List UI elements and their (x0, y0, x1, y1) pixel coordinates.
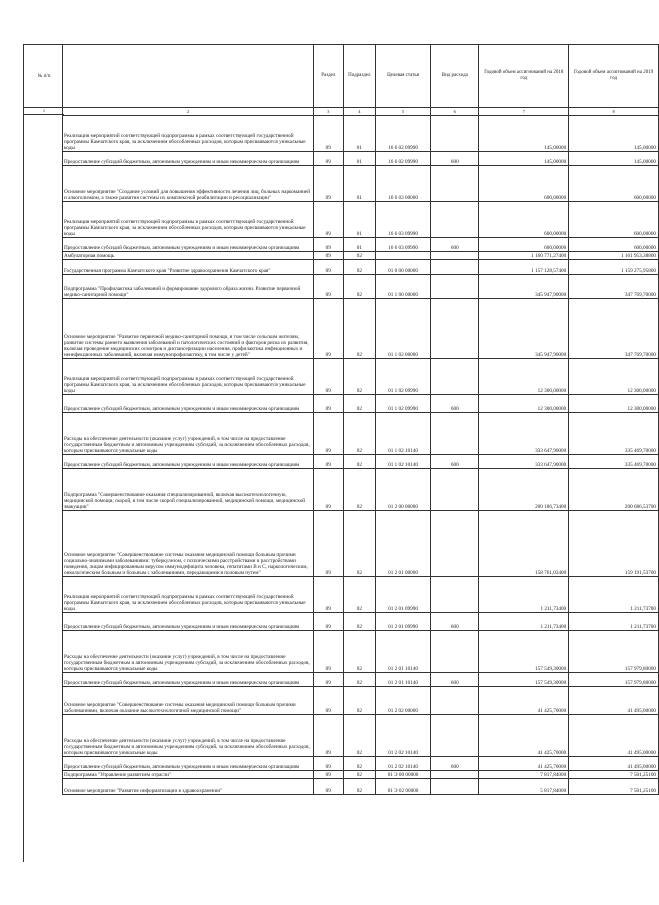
row-expense-type: 600 (431, 757, 479, 771)
row-expense-type (431, 299, 479, 359)
table-row (63, 631, 659, 673)
row-target-article: 01 1 00 00000 (375, 275, 430, 299)
row-amount-2019: 335 469,70000 (569, 413, 659, 455)
header-razdel: Раздел (313, 45, 343, 108)
row-amount-2019: 1 211,73700 (569, 577, 659, 613)
row-expense-type: 600 (431, 673, 479, 687)
row-name: Расходы на обеспечение деятельности (оказание услуг) учреждений, в том числе на предоставление государственным бюджетным и автономным учреждениям субсидий, за исключением обособленных расходов, которым присваиваются уникальные коды (63, 631, 314, 673)
row-amount-2019: 347 769,70000 (569, 275, 659, 299)
budget-table (62, 44, 659, 795)
row-expense-type: 600 (431, 613, 479, 631)
row-target-article: 01 2 02 10140 (375, 715, 430, 757)
row-name: Основное мероприятие "Совершенствование системы оказания медицинской помощи больным прочими заболеваниями, включая оказание высокотехнологичной медицинской помощи" (63, 687, 314, 715)
row-razdel: 09 (313, 202, 343, 238)
row-amount-2018: 1 211,73400 (479, 577, 569, 613)
row-expense-type (431, 631, 479, 673)
row-amount-2019: 200 686,53700 (569, 469, 659, 511)
num-2: 2 (63, 108, 314, 116)
row-amount-2018: 333 647,90000 (479, 413, 569, 455)
row-amount-2018: 333 647,90000 (479, 455, 569, 469)
row-razdel: 09 (313, 455, 343, 469)
row-amount-2019: 347 769,70000 (569, 299, 659, 359)
row-name: Предоставление субсидий бюджетным, автономным учреждениям и иным некоммерческим организациям (63, 673, 314, 687)
row-expense-type (431, 511, 479, 577)
row-name: Предоставление субсидий бюджетным, автономным учреждениям и иным некоммерческим организациям (63, 757, 314, 771)
row-razdel: 09 (313, 613, 343, 631)
row-podrazdel: 02 (343, 413, 375, 455)
row-expense-type (431, 275, 479, 299)
row-razdel: 09 (313, 275, 343, 299)
row-amount-2018: 145,00000 (479, 152, 569, 166)
row-podrazdel: 01 (343, 116, 375, 152)
row-razdel: 09 (313, 715, 343, 757)
row-podrazdel: 02 (343, 757, 375, 771)
row-podrazdel: 02 (343, 260, 375, 275)
row-razdel: 09 (313, 469, 343, 511)
row-podrazdel: 02 (343, 613, 375, 631)
row-target-article: 16 6 03 09990 (375, 202, 430, 238)
row-name: Расходы на обеспечение деятельности (оказание услуг) учреждений, в том числе на предоставление государственным бюджетным и автономным учреждениям субсидий, за исключением обособленных расходов, которым присваиваются уникальные коды (63, 715, 314, 757)
row-target-article: 01 1 02 00000 (375, 299, 430, 359)
row-expense-type: 600 (431, 238, 479, 252)
row-expense-type (431, 577, 479, 613)
row-target-article: 16 6 03 00000 (375, 166, 430, 202)
row-podrazdel: 02 (343, 395, 375, 413)
row-target-article: 01 1 02 10140 (375, 455, 430, 469)
table-row (63, 238, 659, 252)
row-amount-2019: 157 979,80000 (569, 673, 659, 687)
row-name: Основное мероприятие "Создание условий для повышения эффективности лечения лиц, больных наркоманией и алкоголизмом, а также развития системы их комплексной реабилитации и ресоциализации" (63, 166, 314, 202)
row-amount-2018: 157 549,30000 (479, 673, 569, 687)
table-row (63, 299, 659, 359)
row-amount-2019: 12 300,00000 (569, 395, 659, 413)
header-target-article: Целевая статья (375, 45, 430, 108)
row-podrazdel: 02 (343, 687, 375, 715)
header-name (63, 45, 314, 108)
table-row (63, 469, 659, 511)
row-razdel: 09 (313, 511, 343, 577)
row-amount-2018: 200 186,73400 (479, 469, 569, 511)
row-podrazdel: 01 (343, 152, 375, 166)
num-3: 3 (313, 108, 343, 116)
row-expense-type (431, 252, 479, 260)
row-amount-2018: 345 947,90000 (479, 275, 569, 299)
table-header-row (63, 45, 659, 108)
row-amount-2018: 600,00000 (479, 202, 569, 238)
table-row (63, 252, 659, 260)
table-row (63, 152, 659, 166)
row-razdel: 09 (313, 359, 343, 395)
row-target-article: 01 2 02 10140 (375, 757, 430, 771)
row-name: Предоставление субсидий бюджетным, автономным учреждениям и иным некоммерческим организациям (63, 395, 314, 413)
table-row (63, 166, 659, 202)
table-row (63, 613, 659, 631)
row-razdel: 09 (313, 152, 343, 166)
row-expense-type (431, 687, 479, 715)
header-2018: Годовой объем ассигнований на 2018 год (479, 45, 569, 108)
row-podrazdel: 01 (343, 166, 375, 202)
row-target-article: 01 2 01 09990 (375, 577, 430, 613)
row-podrazdel: 02 (343, 779, 375, 795)
table-row (63, 202, 659, 238)
row-expense-type (431, 771, 479, 779)
row-amount-2018: 12 300,00000 (479, 395, 569, 413)
row-name: Реализация мероприятий соответствующей подпрограммы в рамках соответствующей государственной программы Камчатского края, за исключением обособленных расходов, которым присваиваются уникальные коды (63, 116, 314, 152)
row-amount-2019: 41 495,00000 (569, 715, 659, 757)
row-amount-2019: 600,00000 (569, 166, 659, 202)
row-amount-2018: 5 817,84000 (479, 779, 569, 795)
row-razdel: 09 (313, 673, 343, 687)
row-target-article: 01 1 02 10140 (375, 413, 430, 455)
row-expense-type (431, 116, 479, 152)
row-name: Подпрограмма "Профилактика заболеваний и формирование здорового образа жизни. Развитие первичной медико-санитарной помощи" (63, 275, 314, 299)
row-amount-2018: 1 160 771,27400 (479, 252, 569, 260)
header-2019: Годовой объем ассигнований на 2019 год (569, 45, 659, 108)
row-expense-type (431, 715, 479, 757)
table-row (63, 395, 659, 413)
row-amount-2018: 7 817,84000 (479, 771, 569, 779)
row-amount-2018: 157 549,30000 (479, 631, 569, 673)
row-amount-2018: 345 947,90000 (479, 299, 569, 359)
row-amount-2019: 600,00000 (569, 238, 659, 252)
row-razdel: 09 (313, 395, 343, 413)
row-razdel: 09 (313, 299, 343, 359)
row-razdel: 09 (313, 260, 343, 275)
row-amount-2019: 7 501,25100 (569, 779, 659, 795)
row-expense-type: 600 (431, 455, 479, 469)
row-amount-2018: 1 211,73400 (479, 613, 569, 631)
table-row (63, 687, 659, 715)
row-target-article: 01 2 01 10140 (375, 631, 430, 673)
table-row (63, 413, 659, 455)
row-target-article (375, 252, 430, 260)
row-name: Предоставление субсидий бюджетным, автономным учреждениям и иным некоммерческим организациям (63, 152, 314, 166)
row-expense-type (431, 202, 479, 238)
row-target-article: 01 2 00 00000 (375, 469, 430, 511)
row-target-article: 01 1 02 09990 (375, 359, 430, 395)
row-amount-2019: 157 979,80000 (569, 631, 659, 673)
num-6: 6 (431, 108, 479, 116)
row-name: Предоставление субсидий бюджетным, автономным учреждениям и иным некоммерческим организациям (63, 613, 314, 631)
row-target-article: 01 2 01 10140 (375, 673, 430, 687)
row-amount-2019: 335 469,70000 (569, 455, 659, 469)
row-name: Реализация мероприятий соответствующей подпрограммы в рамках соответствующей государственной программы Камчатского края, за исключением обособленных расходов, которым присваиваются уникальные коды (63, 359, 314, 395)
row-podrazdel: 02 (343, 359, 375, 395)
row-expense-type (431, 260, 479, 275)
row-name: Реализация мероприятий соответствующей подпрограммы в рамках соответствующей государственной программы Камчатского края, за исключением обособленных расходов, которым присваиваются уникальные коды (63, 577, 314, 613)
row-amount-2018: 145,00000 (479, 116, 569, 152)
row-amount-2019: 41 495,00000 (569, 757, 659, 771)
row-target-article: 01 Э 00 00000 (375, 771, 430, 779)
row-amount-2019: 12 300,00000 (569, 359, 659, 395)
row-target-article: 01 0 00 00000 (375, 260, 430, 275)
header-number-col: № п/п (23, 44, 64, 108)
row-amount-2019: 41 495,00000 (569, 687, 659, 715)
table-row (63, 116, 659, 152)
row-amount-2018: 158 761,03400 (479, 511, 569, 577)
row-name: Основное мероприятие "Совершенствование системы оказания медицинской помощи больным прочими социально-значимыми заболеваниями: туберкулезом, с психическими расстройствами и расстройствами поведения, лицам инфицированным вирусом иммунодефицита человека, гепатитами B и C, наркологическим, онкологическим больным и больным с заболеваниями, передающимися половым путем" (63, 511, 314, 577)
row-razdel: 09 (313, 116, 343, 152)
row-podrazdel: 02 (343, 771, 375, 779)
numbering-row (63, 108, 659, 116)
row-expense-type (431, 166, 479, 202)
row-razdel: 09 (313, 577, 343, 613)
row-target-article: 16 6 03 09990 (375, 238, 430, 252)
row-amount-2018: 12 300,00000 (479, 359, 569, 395)
row-amount-2019: 600,00000 (569, 202, 659, 238)
row-name: Подпрограмма "Совершенствование оказания специализированной, включая высокотехнологичную, медицинской помощи, скорой, в том числе скорой специализированной, медицинской помощи, медицинской эвакуации" (63, 469, 314, 511)
row-name: Государственная программа Камчатского края "Развитие здравоохранения Камчатского края" (63, 260, 314, 275)
row-amount-2019: 1 211,73700 (569, 613, 659, 631)
row-target-article: 16 6 02 09990 (375, 116, 430, 152)
table-row (63, 771, 659, 779)
row-amount-2018: 41 425,70000 (479, 715, 569, 757)
row-razdel: 09 (313, 771, 343, 779)
row-target-article: 01 2 01 09990 (375, 613, 430, 631)
row-name: Предоставление субсидий бюджетным, автономным учреждениям и иным некоммерческим организациям (63, 455, 314, 469)
row-podrazdel: 02 (343, 469, 375, 511)
row-amount-2019: 1 161 953,38800 (569, 252, 659, 260)
table-row (63, 757, 659, 771)
table-row (63, 260, 659, 275)
row-podrazdel: 02 (343, 715, 375, 757)
row-amount-2018: 600,00000 (479, 166, 569, 202)
number-column (23, 107, 64, 862)
table-row (63, 673, 659, 687)
row-amount-2019: 1 159 275,95800 (569, 260, 659, 275)
header-podrazdel: Подраздел (343, 45, 375, 108)
row-razdel: 09 (313, 631, 343, 673)
row-expense-type: 600 (431, 395, 479, 413)
row-razdel: 09 (313, 238, 343, 252)
number-col-index: 1 (23, 107, 64, 115)
row-target-article: 01 2 02 00000 (375, 687, 430, 715)
row-amount-2018: 600,00000 (479, 238, 569, 252)
table-row (63, 577, 659, 613)
row-razdel: 09 (313, 252, 343, 260)
table-row (63, 779, 659, 795)
num-7: 7 (479, 108, 569, 116)
row-target-article: 01 1 02 09990 (375, 395, 430, 413)
row-name: Основное мероприятие "Развитие первичной медико-санитарной помощи, в том числе сельским жителям, развитие системы раннего выявления заболеваний и патологических состояний и факторов риска их развития, включая проведение медицинских осмотров и диспансеризации населения, профилактика инфекционных и неинфекционных заболеваний, включая иммунопрофилактику, в том числе у детей" (63, 299, 314, 359)
row-podrazdel: 01 (343, 202, 375, 238)
row-target-article: 01 2 01 00000 (375, 511, 430, 577)
row-razdel: 09 (313, 779, 343, 795)
row-podrazdel: 02 (343, 275, 375, 299)
row-amount-2018: 41 425,70000 (479, 757, 569, 771)
num-4: 4 (343, 108, 375, 116)
table-row (63, 275, 659, 299)
row-podrazdel: 02 (343, 455, 375, 469)
num-8: 8 (569, 108, 659, 116)
row-razdel: 09 (313, 687, 343, 715)
row-razdel: 09 (313, 757, 343, 771)
row-target-article: 16 6 02 09990 (375, 152, 430, 166)
num-5: 5 (375, 108, 430, 116)
table-row (63, 715, 659, 757)
row-amount-2018: 1 157 128,57400 (479, 260, 569, 275)
row-expense-type (431, 779, 479, 795)
row-name: Основное мероприятие "Развитие информатизации в здравоохранении" (63, 779, 314, 795)
row-podrazdel: 01 (343, 238, 375, 252)
row-name: Подпрограмма "Управление развитием отрасли" (63, 771, 314, 779)
row-amount-2018: 41 425,70000 (479, 687, 569, 715)
row-podrazdel: 02 (343, 252, 375, 260)
row-expense-type (431, 359, 479, 395)
row-expense-type (431, 469, 479, 511)
row-razdel: 09 (313, 413, 343, 455)
row-expense-type: 600 (431, 152, 479, 166)
row-name: Расходы на обеспечение деятельности (оказание услуг) учреждений, в том числе на предоставление государственным бюджетным и автономным учреждениям субсидий, за исключением обособленных расходов, которым присваиваются уникальные коды (63, 413, 314, 455)
row-podrazdel: 02 (343, 631, 375, 673)
row-expense-type (431, 413, 479, 455)
table-row (63, 511, 659, 577)
row-amount-2019: 145,00000 (569, 152, 659, 166)
row-name: Предоставление субсидий бюджетным, автономным учреждениям и иным некоммерческим организациям (63, 238, 314, 252)
header-expense-type: Вид расхода (431, 45, 479, 108)
table-row (63, 455, 659, 469)
row-podrazdel: 02 (343, 511, 375, 577)
row-razdel: 09 (313, 166, 343, 202)
row-target-article: 01 Э 02 00000 (375, 779, 430, 795)
row-amount-2019: 159 191,53700 (569, 511, 659, 577)
row-podrazdel: 02 (343, 299, 375, 359)
row-podrazdel: 02 (343, 673, 375, 687)
row-name: Амбулаторная помощь (63, 252, 314, 260)
table-row (63, 359, 659, 395)
row-amount-2019: 7 501,25100 (569, 771, 659, 779)
row-amount-2019: 145,00000 (569, 116, 659, 152)
row-podrazdel: 02 (343, 577, 375, 613)
row-name: Реализация мероприятий соответствующей подпрограммы в рамках соответствующей государственной программы Камчатского края, за исключением обособленных расходов, которым присваиваются уникальные коды (63, 202, 314, 238)
